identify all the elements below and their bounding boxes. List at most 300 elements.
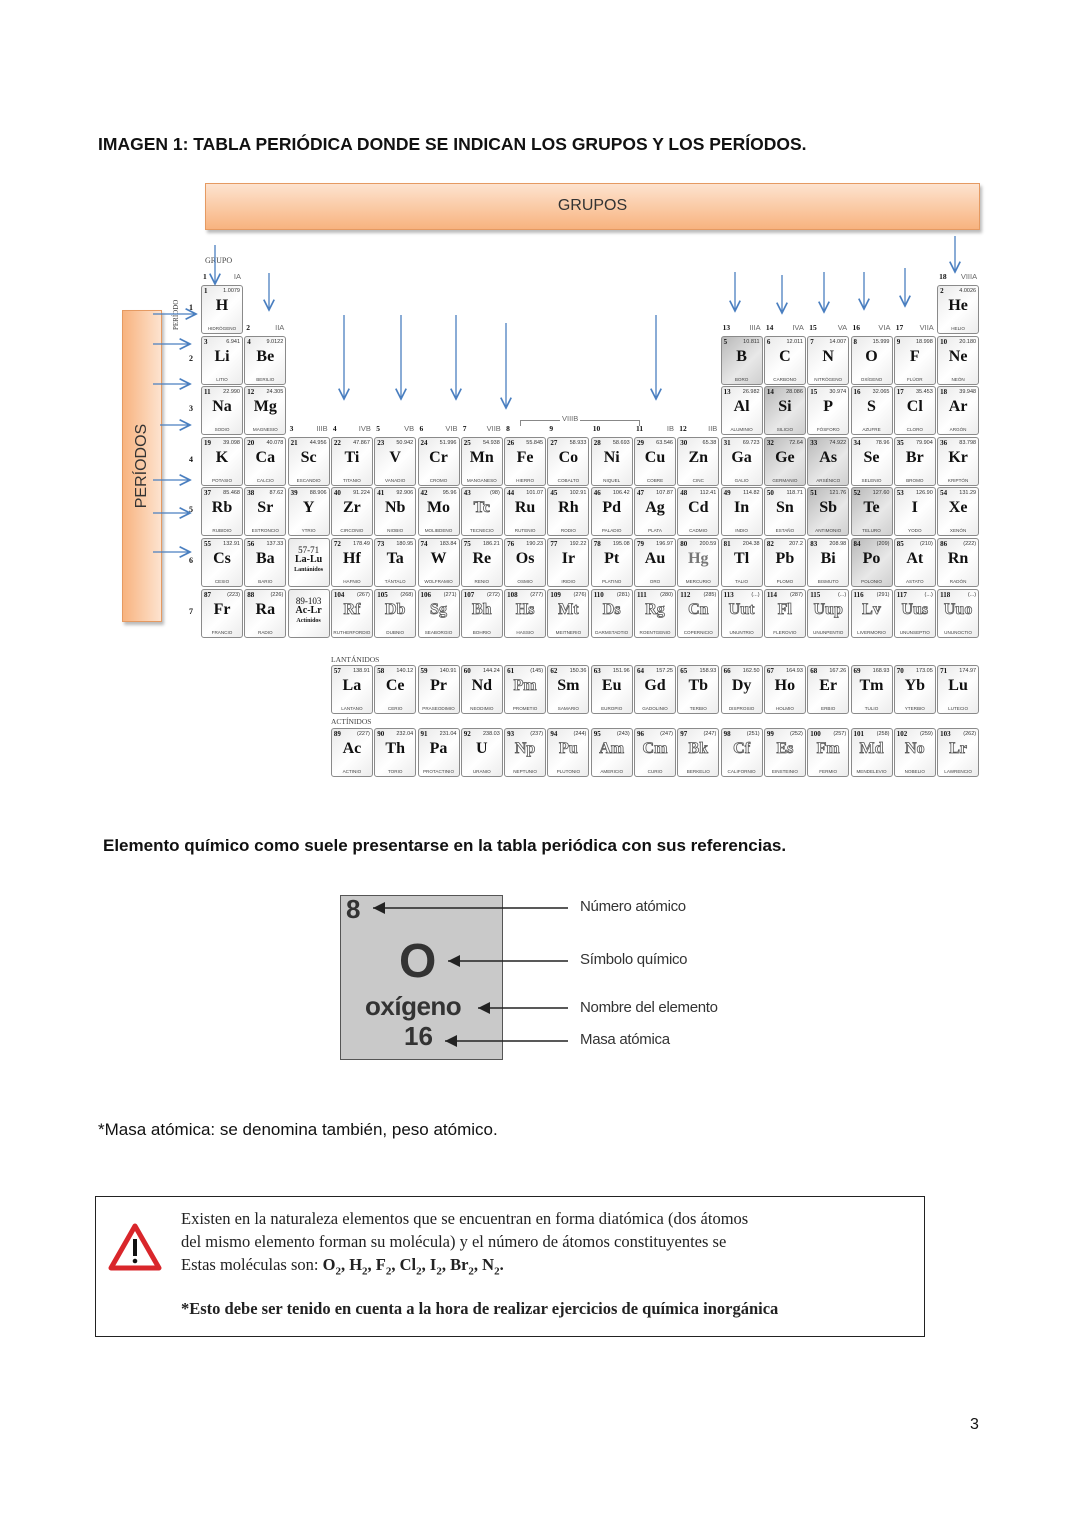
element-symbol: Fe [516,448,534,466]
atomic-number: 69 [853,667,861,675]
element-symbol: Zr [343,499,361,517]
element-name: COBRE [646,477,664,483]
atomic-number: 81 [723,540,731,548]
element-name: MOLIBDENO [424,528,453,534]
symbols: La-Lu [294,554,323,565]
page-number: 3 [970,1416,979,1433]
atomic-number: 2 [940,287,944,295]
element-name: PLUTONIO [556,769,581,774]
element-name: XENÓN [949,528,967,534]
element-symbol: Pa [429,740,448,757]
diatomic-molecules [322,1255,504,1278]
atomic-mass: 107.87 [656,490,673,497]
element-symbol: Uup [813,600,843,618]
element-name: NIQUEL [603,477,621,483]
atomic-number: 8 [853,337,857,346]
molecule-subscript: 2 [416,1265,422,1278]
group-roman: IIIA [749,323,761,332]
atomic-number: 112 [680,590,691,599]
atomic-number: 3 [204,337,208,346]
subtitle: Elemento químico como suele presentarse en la tabla periódica con sus referencias. [103,836,787,855]
element-symbol: Fm [816,740,840,757]
atomic-mass: 114.82 [743,490,760,497]
atomic-number: 10 [940,337,948,346]
warning-line-1: Existen en la naturaleza elementos que se encuentran en forma diatómica (dos átomos [181,1209,749,1228]
element-name: GALIO [734,477,749,483]
atomic-mass: 79.904 [915,439,933,446]
group-roman: IIA [275,323,285,332]
period-number-2: 2 [189,353,193,363]
element-symbol: Tc [473,499,490,517]
atomic-mass: (268) [400,591,414,598]
atomic-mass: 20.180 [959,338,977,345]
element-symbol: Ge [775,448,795,466]
atomic-mass: 95.96 [442,490,457,497]
element-symbol: P [823,398,834,416]
element-name: FLEROVIO [773,629,797,635]
atomic-mass: 12.011 [786,338,803,345]
group-number: 6 [419,424,424,433]
atomic-mass: 178.49 [353,541,370,547]
element-symbol: Ds [602,600,621,618]
atomic-number: 19 [204,438,211,447]
element-name: MEITNERIO [555,629,582,635]
element-name: DISPROSIO [728,706,755,711]
element-symbol: I [911,499,918,517]
atomic-mass: 83.798 [959,439,977,446]
element-symbol: Tl [734,550,750,567]
element-symbol: Se [863,448,880,466]
atomic-mass: 58.693 [612,439,630,446]
atomic-number: 17 [896,388,904,397]
element-name: CURIO [647,769,663,774]
atomic-number: 33 [810,438,818,447]
atomic-mass: 232.04 [396,731,414,737]
element-name: YODO [908,528,922,534]
element-symbol: Os [515,550,535,567]
atomic-number: 30 [680,438,688,447]
atomic-mass: 32.065 [872,389,890,396]
molecule-symbol: N [482,1255,495,1274]
element-symbol: Po [862,550,881,567]
atomic-mass: 4.0026 [959,288,977,294]
atomic-number: 95 [593,730,601,738]
atomic-number: 116 [853,590,864,599]
element-symbol: Np [514,740,536,757]
atomic-mass: 78.96 [875,439,890,446]
element-name: TÁNTALO [384,579,406,584]
atomic-mass: 168.93 [872,668,890,674]
group-arrows [215,236,955,408]
atomic-number: 83 [810,540,818,548]
atomic-number: 73 [377,540,385,548]
element-symbol: Pt [604,550,620,567]
atomic-number: 46 [593,489,601,498]
atomic-number: 71 [940,667,948,675]
atomic-mass: 10.811 [743,338,760,345]
atomic-number: 110 [593,590,604,599]
element-symbol: Ar [948,398,968,416]
element-symbol: Pu [559,740,578,757]
atomic-mass: 151.96 [612,668,630,674]
element-name: CIRCONIO [340,528,364,534]
molecule-subscript: 2 [436,1265,442,1278]
element-symbol: Co [558,448,579,466]
element-symbol: Lr [949,740,967,757]
atomic-mass: (237) [530,731,544,737]
atomic-number: 111 [637,590,647,599]
atomic-mass: (285) [703,591,717,598]
element-name: MAGNESIO [252,427,278,433]
molecule-symbol: F [375,1255,386,1274]
element-name: FLÚOR [907,376,923,382]
element-name: ALUMINIO [730,427,753,433]
element-name: ARGÓN [949,427,967,433]
atomic-mass: 112.41 [699,490,717,497]
element-name: HELIO [951,326,965,331]
period-number-5: 5 [189,505,193,515]
group-number: 8 [506,424,510,433]
atomic-mass: 55.845 [526,439,544,446]
atomic-number: 62 [550,667,558,675]
atomic-number: 52 [853,489,861,498]
group-roman: VB [404,424,415,433]
element-symbol: As [819,448,838,466]
atomic-number: 7 [810,337,814,346]
element-name: RADIO [258,629,273,635]
group-number: 9 [549,424,554,433]
atomic-mass: (252) [790,731,803,737]
atomic-number: 5 [723,337,728,346]
atomic-number: 100 [810,730,821,738]
element-symbol: Ir [561,550,576,567]
atomic-mass: 132.91 [223,541,240,547]
atomic-mass: (276) [573,591,587,598]
molecule-h: $H_2$, [349,1255,376,1278]
element-name: COPERNICIO [683,629,713,635]
element-symbol: Re [472,550,492,567]
element-symbol: Es [776,740,794,757]
atomic-mass: 1.0079 [223,288,240,294]
group-roman: VIIA [919,323,934,332]
example-symbol: O [399,935,437,988]
element-symbol: Lu [948,677,968,694]
atomic-number: 27 [550,438,558,447]
atomic-number: 97 [680,730,688,738]
element-name: HAFNIO [343,579,361,584]
element-name: WOLFRAMIO [424,579,453,584]
atomic-number: 117 [896,590,907,599]
element-name: CADMIO [689,528,708,534]
element-name: UNUNOCTIO [944,629,972,635]
group-number: 17 [895,323,904,332]
atomic-number: 77 [550,540,558,548]
atomic-number: 23 [377,438,385,447]
element-name: RUBIDIO [212,528,232,534]
element-name: YTERBIO [904,706,925,711]
atomic-mass: 180.95 [396,541,414,547]
warning-box [95,1196,925,1337]
element-symbol: Cn [688,600,709,618]
atomic-mass: (226) [270,591,284,598]
group-number: 3 [289,424,294,433]
element-name: CLORO [906,427,923,433]
atomic-number: 40 [333,489,341,498]
atomic-mass: (281) [616,591,630,598]
element-symbol: Br [905,448,924,466]
molecule-symbol: O [322,1255,336,1274]
molecule-cl: $Cl_2$, [399,1255,430,1278]
atomic-mass: (244) [573,731,587,737]
symbols: Ac-Lr [295,604,322,616]
atomic-number: 108 [507,590,518,599]
element-symbol: Bk [688,740,709,757]
atomic-mass: 196.97 [656,541,673,547]
element-symbol: Cm [642,740,668,757]
atomic-number: 104 [333,590,345,599]
element-symbol: Rb [211,499,233,517]
atomic-number: 72 [333,540,341,548]
element-symbol: Ra [255,600,276,618]
element-symbol: Xe [948,499,968,517]
atomic-number: 49 [723,489,731,498]
group-number: 12 [679,424,687,433]
element-name: LITIO [216,376,228,382]
atomic-mass: (259) [919,731,933,737]
group-roman: VA [837,323,848,332]
element-symbol: C [779,347,791,365]
viiib-label: VIIIB [562,414,579,423]
element-name: ESCANDIO [296,477,321,483]
element-name: ROENTGENIO [639,629,671,635]
element-symbol: Te [863,499,880,517]
element-name: BOHRIO [472,629,491,635]
group-number: 18 [939,272,947,281]
atomic-mass: (287) [790,591,803,598]
atomic-number: 36 [940,438,948,447]
group-number: 1 [203,272,207,281]
atomic-mass: 28.086 [786,389,803,396]
element-name: PROTACTINIO [422,769,455,774]
element-symbol: Hf [343,550,361,567]
atomic-mass: 238.03 [482,731,500,737]
element-symbol: Ce [385,677,405,694]
atomic-number: 79 [637,540,644,548]
element-symbol: Ac [342,740,362,757]
element-symbol: Rg [645,600,665,618]
element-symbol: Cf [733,740,751,757]
element-symbol: B [736,347,747,365]
atomic-number: 20 [247,438,255,447]
element-name: TECNECIO [469,528,494,534]
atomic-mass: 91.224 [353,490,370,497]
periods-banner-label: PERÍODOS [133,423,150,509]
element-name: CROMO [429,477,448,483]
atomic-mass: 231.04 [439,731,457,737]
molecule-o: $O_2$, [322,1255,350,1278]
element-name: HIERRO [516,477,535,483]
group-number: 5 [376,424,380,433]
atomic-mass: 173.05 [915,668,933,674]
atomic-number: 55 [204,540,211,548]
atomic-number: 87 [204,590,211,599]
example-arrows [340,895,580,1060]
element-symbol: No [905,740,925,757]
atomic-mass: 137.33 [266,541,284,547]
element-name: AZUFRE [862,427,881,433]
group-roman: IVA [792,323,804,332]
warning-line-3-prefix: Estas moléculas son: [181,1255,323,1274]
atomic-number: 65 [680,667,688,675]
element-name: POTASIO [211,477,233,483]
element-symbol: Ca [255,448,276,466]
element-name: YTRIO [301,528,316,534]
atomic-mass: 102.91 [569,490,587,497]
element-symbol: Th [385,740,405,757]
atomic-number: 38 [247,489,255,498]
atomic-mass: (271) [443,591,457,598]
label-atomic-mass: Masa atómica [580,1031,670,1048]
atomic-mass: (223) [227,591,240,598]
element-name: CERIO [387,706,403,711]
atomic-mass: 127.60 [872,490,890,497]
element-symbol: He [948,297,968,314]
element-symbol: Sg [430,600,447,618]
molecule-symbol: H [349,1255,363,1274]
atomic-number: 29 [637,438,644,447]
atomic-mass: 18.998 [915,338,933,345]
element-name: LANTANO [341,706,363,711]
element-name: URANIO [472,769,491,774]
atomic-number: 75 [463,540,471,548]
atomic-number: 80 [680,540,688,548]
atomic-mass: (251) [746,731,760,737]
atomic-number: 24 [420,438,428,447]
atomic-number: 78 [593,540,601,548]
atomic-mass: (257) [833,731,847,737]
group-roman: IB [666,424,674,433]
atomic-mass: 157.25 [656,668,673,674]
element-symbol: Db [384,600,406,618]
atomic-mass: 192.22 [569,541,587,547]
atomic-number: 102 [896,730,908,738]
element-symbol: Am [599,740,625,757]
atomic-number: 60 [463,667,471,675]
atomic-mass: (280) [660,591,673,598]
atomic-number: 45 [550,489,558,498]
element-name: ASTATO [905,579,924,584]
atomic-number: 25 [463,438,471,447]
element-symbol: Be [256,347,275,365]
element-name: ORO [649,579,661,584]
atomic-number: 66 [723,667,731,675]
element-symbol: Ni [603,448,620,466]
element-symbol: Sb [819,499,838,517]
atomic-mass: 190.23 [526,541,544,547]
element-symbol: La [342,677,362,694]
warning-icon [108,1222,162,1272]
atomic-mass: (267) [357,591,370,598]
atomic-mass: 158.93 [699,668,717,674]
element-symbol: Al [733,398,750,416]
element-symbol: Na [212,398,232,416]
atomic-mass: 144.24 [482,668,500,674]
element-name: PLATINO [602,579,622,584]
element-name: RUTHERFORDIO [333,629,371,635]
element-symbol: Dy [731,677,752,694]
element-symbol: Pd [602,499,622,517]
atomic-number: 96 [637,730,644,738]
element-name: NOBELIO [904,769,926,774]
atomic-number: 74 [420,540,428,548]
element-symbol: Ne [948,347,968,365]
atomic-mass: 92.906 [396,490,414,497]
atomic-number: 114 [766,590,778,599]
series-name: Lantánidos [294,567,324,573]
atomic-mass: 44.956 [309,439,327,446]
atomic-mass: 63.546 [656,439,673,446]
element-name: TORIO [387,769,403,774]
atomic-mass: 72.64 [789,439,803,446]
atomic-number: 118 [940,590,951,599]
element-symbol: Nb [384,499,406,517]
atomic-number: 42 [420,489,428,498]
molecule-i: $I_2$, [429,1255,451,1278]
element-symbol: Fl [777,600,792,618]
element-name: ACTINIO [342,769,362,774]
atomic-number: 86 [940,540,948,548]
atomic-number: 35 [896,438,904,447]
atomic-mass: (...) [751,591,760,598]
element-name: PLOMO [776,579,794,584]
atomic-mass: (272) [486,591,500,598]
lanthanides-label: LANTÁNIDOS [331,655,380,664]
element-symbol: Eu [601,677,622,694]
atomic-mass: (247) [703,731,717,737]
element-name: VANADIO [385,477,406,483]
atomic-number: 92 [463,730,471,738]
range: 57-71 [298,545,320,555]
element-name: INDIO [735,528,748,534]
element-name: FERMIO [819,769,838,774]
atomic-mass: (291) [876,591,890,598]
atomic-number: 64 [637,667,644,675]
group-roman: IIIB [316,424,328,433]
element-name: TALIO [735,579,749,584]
period-number-7: 7 [189,606,193,616]
atomic-number: 93 [507,730,515,738]
atomic-mass: 101.07 [526,490,544,497]
atomic-number: 28 [593,438,601,447]
atomic-mass: 58.933 [569,439,587,446]
period-number-3: 3 [189,404,193,414]
atomic-number: 76 [507,540,515,548]
element-symbol: In [734,499,750,517]
atomic-mass: 121.76 [829,490,847,497]
element-symbol: U [476,740,488,757]
atomic-number: 37 [204,489,211,498]
atomic-mass: 39.948 [959,389,977,396]
atomic-mass: 47.867 [353,439,370,446]
atomic-mass: 118.71 [786,490,803,497]
element-name: ESTRONCIO [251,528,279,534]
element-name: CARBONO [773,376,797,382]
element-name: CESIO [214,579,230,584]
element-symbol: Zn [688,448,709,466]
atomic-mass: 186.21 [482,541,500,547]
element-name: LUTECIO [948,706,969,711]
atomic-number: 41 [377,489,385,498]
